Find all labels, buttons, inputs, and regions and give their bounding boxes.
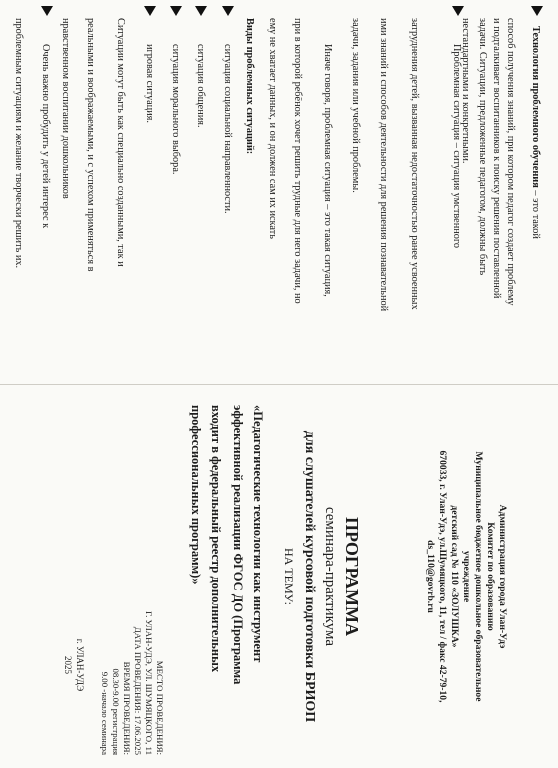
text-line: задачи, задания или учебной проблемы. [350,18,361,193]
text-line: Очень важно пробудить у детей интерес к [40,44,51,229]
text-line: ими знаний и способов деятельности для решения познавательной [378,18,389,312]
list-item: ситуация морального выбора. [170,44,181,175]
event-meta-line: 08.30-9.00 регистрация [111,668,121,755]
topic-line: эффективной реализации ФГОС ДО (Программа [231,405,245,685]
event-meta-line: ДАТА ПРОВЕДЕНИЯ: 17.06.2025 [133,626,143,755]
text-line: ему не хватает данных, и он должен сам их искать [267,18,278,239]
text-line: Ситуации могут быть как специально созданными, так и [115,18,126,267]
org-header-line: 670033, г. Улан-Удэ, ул.Шумяцкого, 11, тел / факс 42-79-10, [437,450,448,703]
text-line: реальными и воображаемыми, и с успехом применяться в [85,18,96,272]
org-header-line: детский сад № 110 «ЗОЛУШКА» [449,505,460,648]
subtitle: НА ТЕМУ: [282,547,296,606]
org-header-line: Комитет по образованию [485,522,496,631]
text-line: и подталкивает воспитанников к поиску решения поставленной [491,18,502,299]
triangle-bullet-icon [170,6,182,16]
triangle-bullet-icon [222,6,234,16]
text-line: нестандартными и конкретными. [460,18,471,164]
triangle-bullet-icon [452,6,464,16]
list-item: ситуация социальной направленности. [222,44,233,214]
org-email: ds_110@govrb.ru [425,540,436,613]
text-line: затруднения детей, вызванная недостаточностью ранее усвоенных [409,18,420,310]
footer-city: г. УЛАН-УДЭ [75,638,85,692]
text-line: способ получения знаний, при котором педагог создает проблему [505,18,516,306]
event-meta-line: Г. УЛАН-УДЭ, УЛ. ШУМЯЦКОГО, 11 [144,611,154,755]
org-header-line: Муниципальное бюджетное дошкольное образовательное [473,451,484,702]
section-heading: Виды проблемных ситуаций: [244,18,255,155]
org-header-line: учреждение [461,550,472,603]
footer-year: 2025 [63,656,73,674]
triangle-bullet-icon [144,6,156,16]
text-line: Иначе говоря, проблемная ситуация – это такая ситуация, [322,44,333,297]
topic-line: «Педагогические технологии как инструмент [251,405,265,663]
triangle-bullet-icon [41,6,53,16]
subtitle: семинара-практикума [322,506,338,647]
text-line: нравственном воспитании дошкольников [60,18,71,199]
org-header-line: Администрация города Улан-Удэ [497,504,508,649]
right-page [0,385,558,768]
event-meta-line: ВРЕМЯ ПРОВЕДЕНИЯ: [122,661,132,755]
list-item: игровая ситуация. [144,44,155,123]
topic-line: входит в федеральный реестр дополнительных [209,405,223,673]
event-meta-line: 9.00 -начало семинара [100,671,110,755]
list-item: ситуация общения. [195,44,206,128]
text-line: проблемным ситуациям и желание творчески решить их. [13,18,24,269]
event-meta-line: МЕСТО ПРОВЕДЕНИЯ: [155,660,165,755]
text-line: при в которой ребёнок хочет решить трудные для него задачи, но [292,18,303,304]
text-line: Технология проблемного обучения – это такой [530,26,541,239]
text-line: задачи. Ситуации, предложенные педагогом, должны быть [477,18,488,276]
topic-line: профессиональных программ)» [189,405,203,585]
triangle-bullet-icon [195,6,207,16]
text-line: Проблемная ситуация – ситуация умственного [451,44,462,249]
page-title: ПРОГРАММА [342,516,362,636]
subtitle: для слушателей курсовой подготовки БРИОП [302,430,317,723]
triangle-bullet-icon [531,6,543,16]
